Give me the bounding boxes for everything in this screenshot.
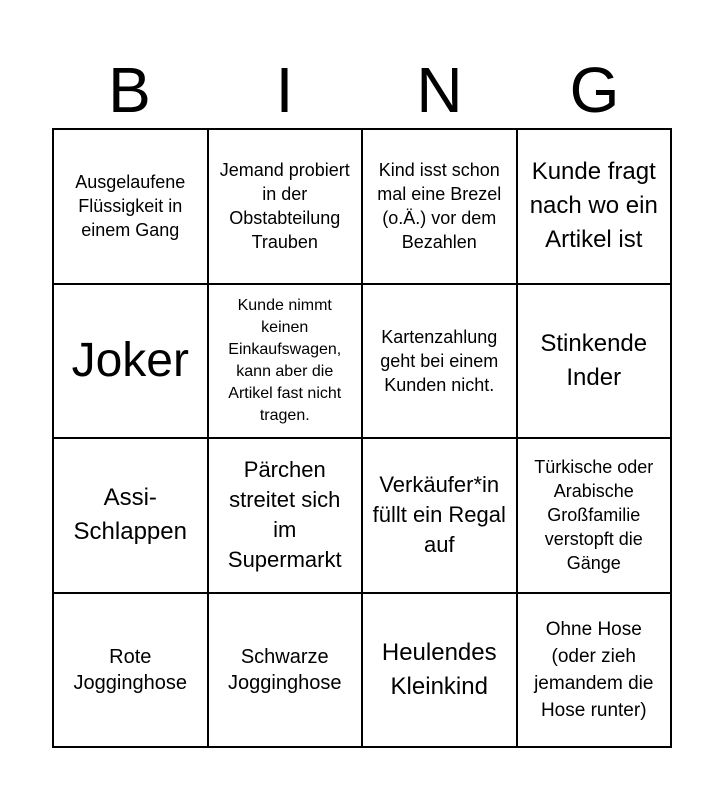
header-letter-n: N [416,54,463,126]
cell-text: Joker [71,333,189,387]
cell-text: Jemand probiert in der Obstabteilung Trauben [219,160,350,253]
cell-text: Kunde fragt nach wo ein Artikel ist [529,158,658,254]
cell-text: Pärchen streitet sich im Supermarkt [227,457,342,573]
bingo-cell[interactable] [362,593,517,748]
cell-text: Stinkende Inder [540,329,648,391]
cell-text: Kunde nimmt keinen Einkaufswagen, kann aber die Artikel fast nicht tragen. [228,296,342,424]
cell-text: Rote Jogginghose [73,645,187,694]
bingo-cell[interactable] [208,284,363,439]
bingo-cell[interactable] [53,593,208,748]
cell-text: Ausgelaufene Flüssigkeit in einem Gang [75,172,186,241]
cell-text: Kartenzahlung geht bei einem Kunden nicht. [380,326,499,395]
bingo-cell[interactable] [53,129,208,284]
bingo-cell[interactable] [517,438,672,593]
bingo-cell[interactable] [208,129,363,284]
bingo-cell-joker[interactable] [53,284,208,439]
cell-text: Kind isst schon mal eine Brezel (o.Ä.) vor dem Bezahlen [377,160,502,253]
bingo-cell[interactable] [362,438,517,593]
bingo-header [52,52,672,128]
bingo-cell[interactable] [517,284,672,439]
bingo-cell[interactable] [53,438,208,593]
bingo-cell[interactable] [208,593,363,748]
cell-text: Schwarze Jogginghose [228,645,342,694]
header-letter-i: I [275,54,294,126]
bingo-cell[interactable] [362,284,517,439]
cell-text: Ohne Hose (oder zieh jemandem die Hose runter) [534,618,654,721]
cell-text: Verkäufer*in füllt ein Regal auf [372,472,506,558]
bingo-board [52,128,672,748]
cell-text: Heulendes Kleinkind [381,638,497,700]
header-letter-b: B [108,54,151,126]
bingo-cell[interactable] [362,129,517,284]
cell-text: Türkische oder Arabische Großfamilie verstopft die Gänge [534,457,654,574]
cell-text: Assi-Schlappen [73,484,187,546]
header-letter-g: G [569,54,620,126]
bingo-cell[interactable] [517,129,672,284]
bingo-cell[interactable] [208,438,363,593]
bingo-cell[interactable] [517,593,672,748]
